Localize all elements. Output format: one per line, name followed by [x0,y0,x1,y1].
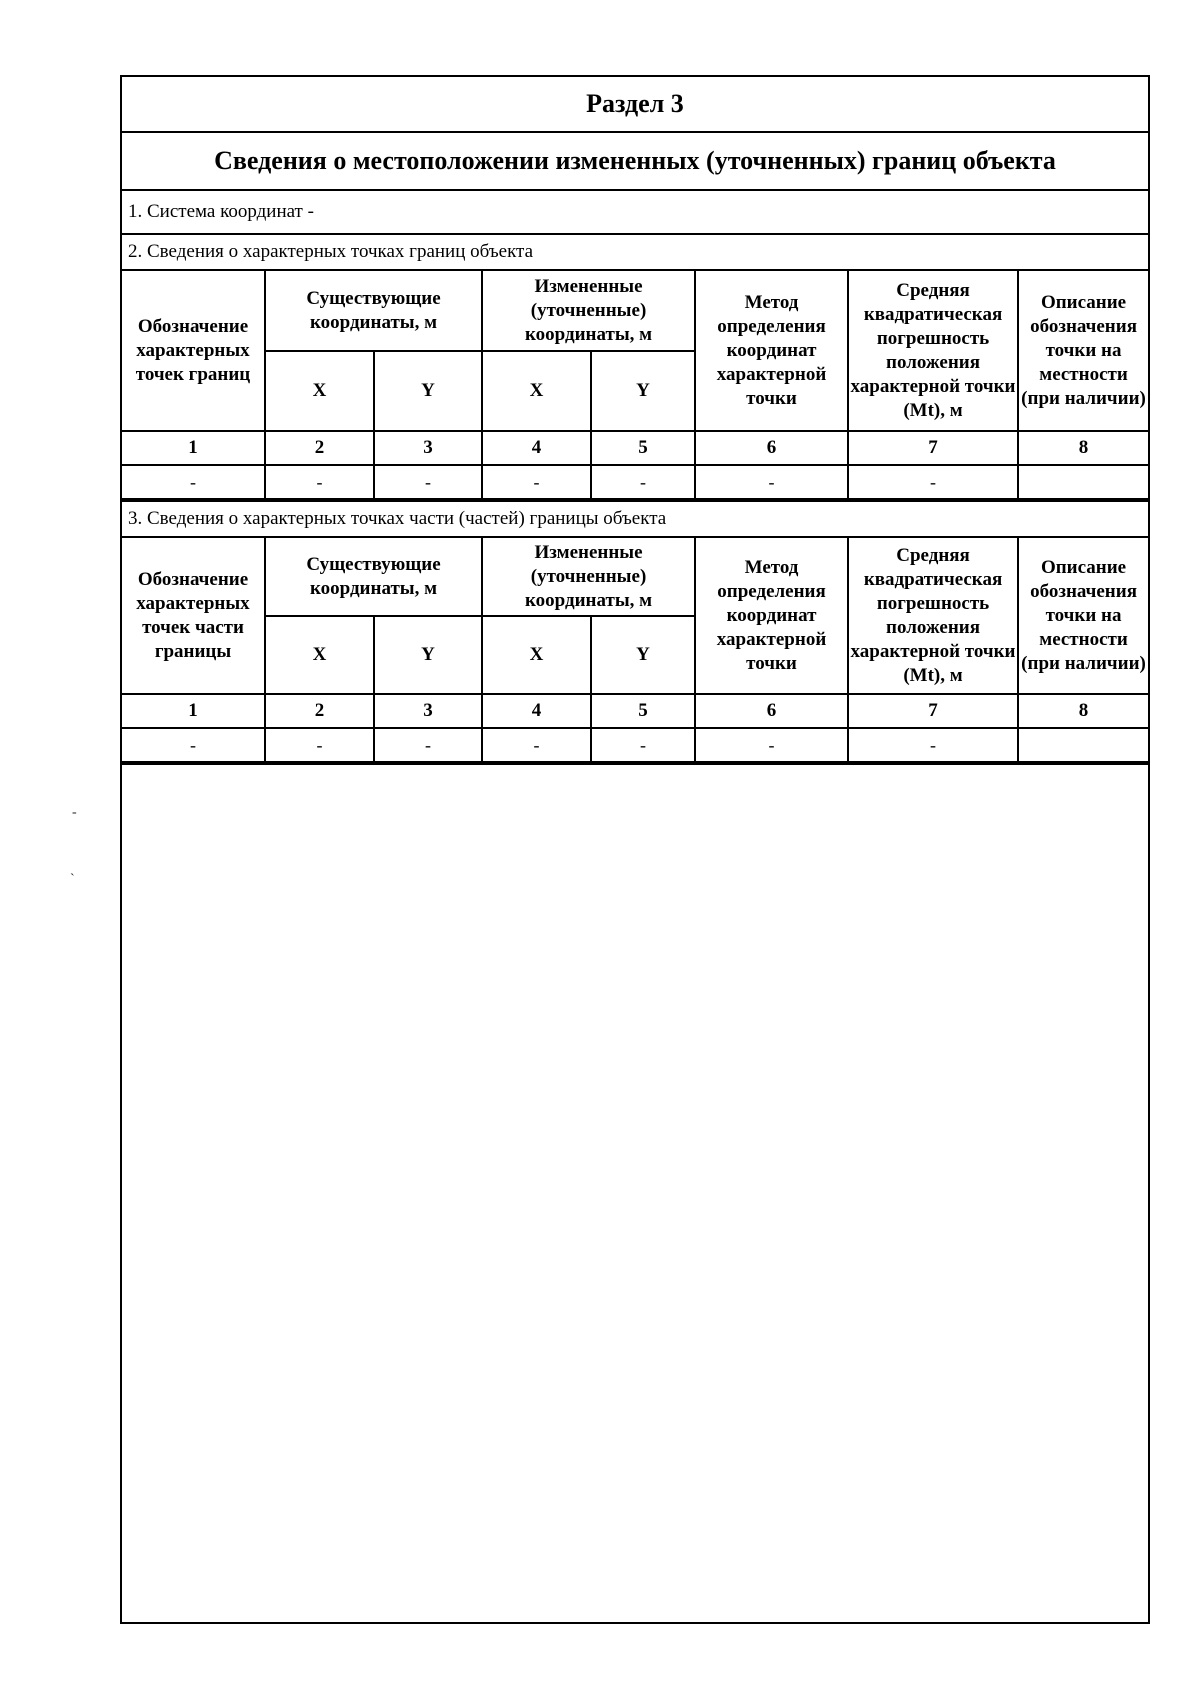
scan-speck: ` [70,872,75,887]
col-description: Описание обозначения точки на местности (при наличии) [1018,538,1148,694]
existing-x-header: X [265,616,374,694]
changed-x-header: X [482,616,591,694]
column-number: 5 [591,431,695,465]
col-changed-coordinates: Измененные (уточненные) координаты, м [482,271,695,351]
column-number: 7 [848,431,1018,465]
table-cell: - [122,465,265,499]
table-cell: - [374,465,482,499]
column-number: 4 [482,431,591,465]
column-number: 8 [1018,431,1148,465]
changed-x-header: X [482,351,591,431]
existing-y-header: Y [374,351,482,431]
part-boundary-points-table [122,538,1148,763]
table-cell: - [695,728,848,762]
table-cell: - [482,465,591,499]
col-existing-coordinates: Существующие координаты, м [265,538,482,616]
coordinate-system-line: 1. Система координат - [122,191,1148,235]
section-subtitle: Сведения о местоположении измененных (уточненных) границ объекта [122,133,1148,191]
column-number: 6 [695,431,848,465]
table-row [122,465,1148,499]
column-number: 3 [374,431,482,465]
column-number: 8 [1018,694,1148,728]
col-description: Описание обозначения точки на местности (при наличии) [1018,271,1148,431]
column-number-row [122,431,1148,465]
table-cell: - [122,728,265,762]
boundary-points-table [122,271,1148,500]
document-frame [120,75,1150,1624]
part-boundary-points-table-wrap [122,538,1148,765]
part-boundary-points-heading: 3. Сведения о характерных точках части (частей) границы объекта [122,502,1148,538]
col-existing-coordinates: Существующие координаты, м [265,271,482,351]
column-number: 7 [848,694,1018,728]
column-number: 6 [695,694,848,728]
column-number-row [122,694,1148,728]
changed-y-header: Y [591,351,695,431]
existing-y-header: Y [374,616,482,694]
column-number: 1 [122,694,265,728]
boundary-points-table-wrap [122,271,1148,502]
existing-x-header: X [265,351,374,431]
table-cell [1018,465,1148,499]
column-number: 4 [482,694,591,728]
scan-speck: - [72,805,77,820]
col-point-designation: Обозначение характерных точек части границы [122,538,265,694]
table-cell [1018,728,1148,762]
column-number: 3 [374,694,482,728]
column-number: 2 [265,431,374,465]
table-cell: - [374,728,482,762]
column-number: 5 [591,694,695,728]
changed-y-header: Y [591,616,695,694]
col-mean-error: Средняя квадратическая погрешность положения характерной точки (Mt), м [848,538,1018,694]
boundary-points-heading: 2. Сведения о характерных точках границ объекта [122,235,1148,271]
col-changed-coordinates: Измененные (уточненные) координаты, м [482,538,695,616]
table-cell: - [695,465,848,499]
column-number: 2 [265,694,374,728]
table-cell: - [265,465,374,499]
col-mean-error: Средняя квадратическая погрешность положения характерной точки (Mt), м [848,271,1018,431]
column-number: 1 [122,431,265,465]
table-cell: - [591,465,695,499]
table-row [122,728,1148,762]
col-method: Метод определения координат характерной точки [695,271,848,431]
section-title: Раздел 3 [122,77,1148,133]
col-method: Метод определения координат характерной точки [695,538,848,694]
table-cell: - [265,728,374,762]
table-cell: - [482,728,591,762]
document-content [122,77,1148,765]
table-cell: - [591,728,695,762]
table-cell: - [848,465,1018,499]
col-point-designation: Обозначение характерных точек границ [122,271,265,431]
table-cell: - [848,728,1018,762]
